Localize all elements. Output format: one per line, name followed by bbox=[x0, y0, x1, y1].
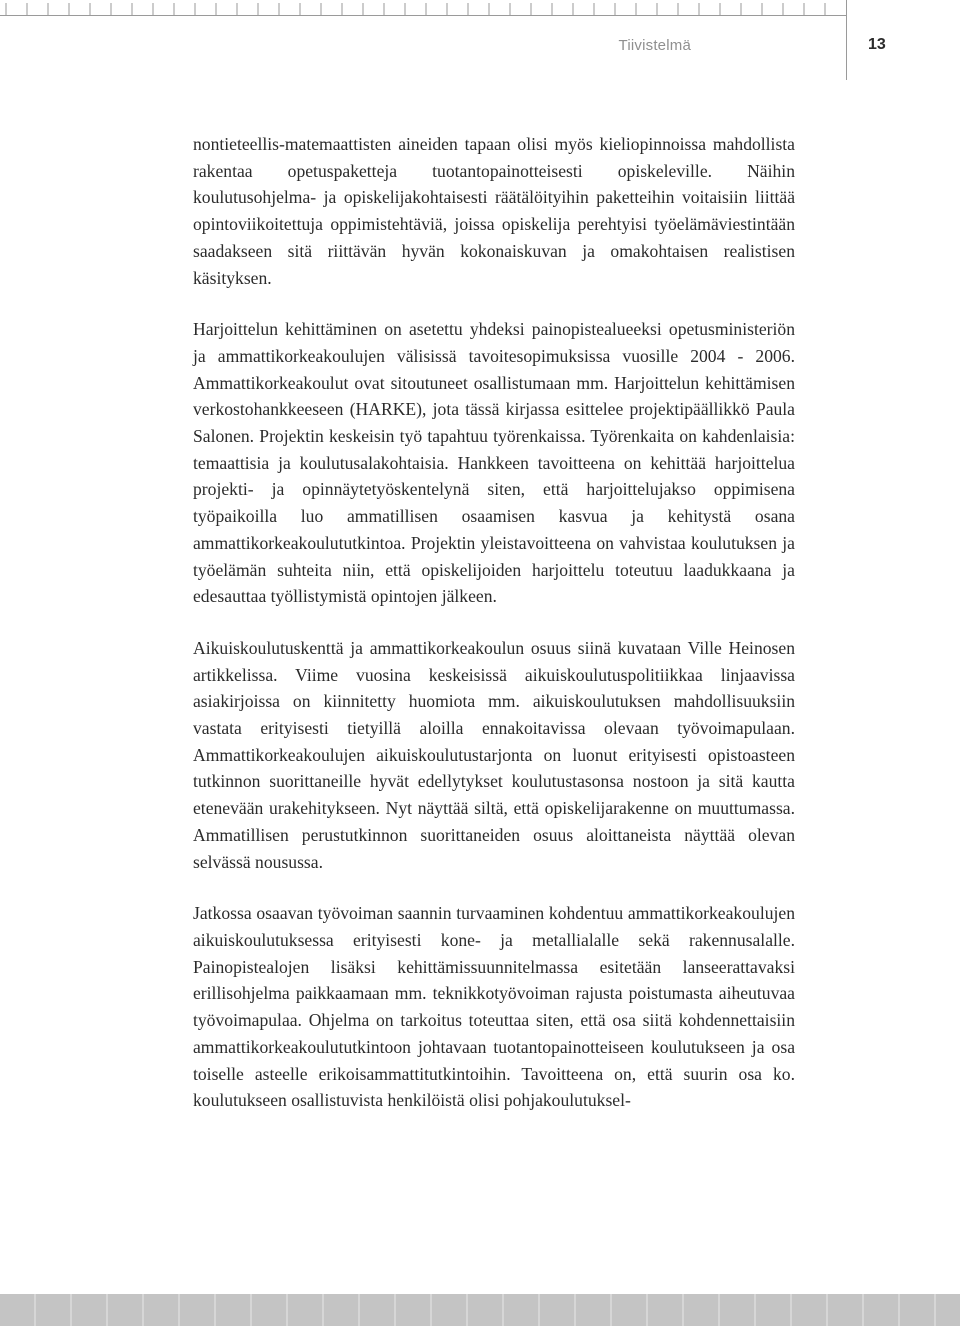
footer-bar bbox=[0, 1294, 960, 1326]
paragraph: Jatkossa osaavan työvoiman saannin turvaaminen kohdentuu ammattikorkeakoulujen aikuiskoulutuksessa erityisesti kone- ja metallialalle sekä rakennusalalle. Painopistealojen lisäksi kehittämissuunnitelmassa esitetään lanseerattavaksi erillisohjelma paikkaamaan mm. teknikkotyövoiman rajusta poistumasta aiheutuvaa työvoimapulaa. Ohjelma on tarkoitus toteuttaa siten, että osa siitä kohdennettaisiin ammattikorkeakoulututkintoon johtavaan tuotantopainotteiseen koulutukseen ja osa toiselle asteelle erikoisammattitutkintoihin. Tavoitteena on, että suurin osa ko. koulutukseen osallistuvista henkilöistä olisi pohjakoulutuksel- bbox=[193, 903, 795, 1111]
ruler-baseline bbox=[0, 15, 846, 16]
section-title: Tiivistelmä bbox=[618, 37, 691, 54]
page-number: 13 bbox=[868, 36, 886, 53]
paragraph: Harjoittelun kehittäminen on asetettu yhdeksi painopistealueeksi opetusministeriön ja ammattikorkeakoulujen välisissä tavoitesopimuksissa vuosille 2004 - 2006. Ammattikorkeakoulut ovat sitoutuneet osallistumaan mm. Harjoittelun kehittämisen verkostohankkeeseen (HARKE), jota tässä kirjassa esittelee projektipäällikkö Paula Salonen. Projektin keskeisin työ tapahtuu työrenkaissa. Työrenkaita on kahdenlaisia: temaattisia ja koulutusalakohtaisia. Hankkeen tavoitteena on kehittää harjoittelua projekti- ja opinnäytetyöskentelynä siten, että harjoittelujakso oppimisena työpaikoilla luo ammatillisen osaamisen kasvua ja kehitystä osana ammattikorkeakoulututkintoa. Projektin yleistavoitteena on vahvistaa koulutuksen ja työelämän suhteita niin, että opiskelijoiden harjoittelu toteutuu laadukkaana ja edesauttaa työllistymistä opintojen jälkeen. bbox=[193, 319, 795, 607]
paragraph: nontieteellis-matemaattisten aineiden tapaan olisi myös kieliopinnoissa mahdollista rakentaa opetuspaketteja tuotantopainotteisesti opiskeleville. Näihin koulutusohjelma- ja opiskelijakohtaisesti räätälöityihin paketteihin voitaisiin liittää opintoviikoitettuja oppimistehtäviä, joissa opiskelija perehtyisi työelämäviestintään saadakseen sitä riittävän hyvän kokonaiskuvan ja omakohtaisen realistisen käsityksen. bbox=[193, 134, 795, 288]
paragraph: Aikuiskoulutuskenttä ja ammattikorkeakoulun osuus siinä kuvataan Ville Heinosen artikkelissa. Viime vuosina keskeisissä aikuiskoulutuspolitiikkaa linjaavissa asiakirjoissa on kiinnitetty huomiota mm. aikuiskoulutuksen mahdollisuuksiin vastata erityisesti tietyillä aloilla ennakoitavissa olevaan työvoimapulaan. Ammattikorkeakoulujen aikuiskoulutustarjonta on luonut erityisesti opistoasteen tutkinnon suorittaneille hyvät edellytykset koulutustasonsa nostoon ja sitä kautta etenevään urakehitykseen. Nyt näyttää siltä, että opiskelijarakenne on muuttumassa. Ammatillisen perustutkinnon suorittaneiden osuus aloittaneista näyttää olevan selvässä nousussa. bbox=[193, 637, 795, 872]
body-text bbox=[193, 131, 795, 1114]
header-divider bbox=[846, 0, 847, 80]
header-ruler bbox=[0, 0, 846, 18]
